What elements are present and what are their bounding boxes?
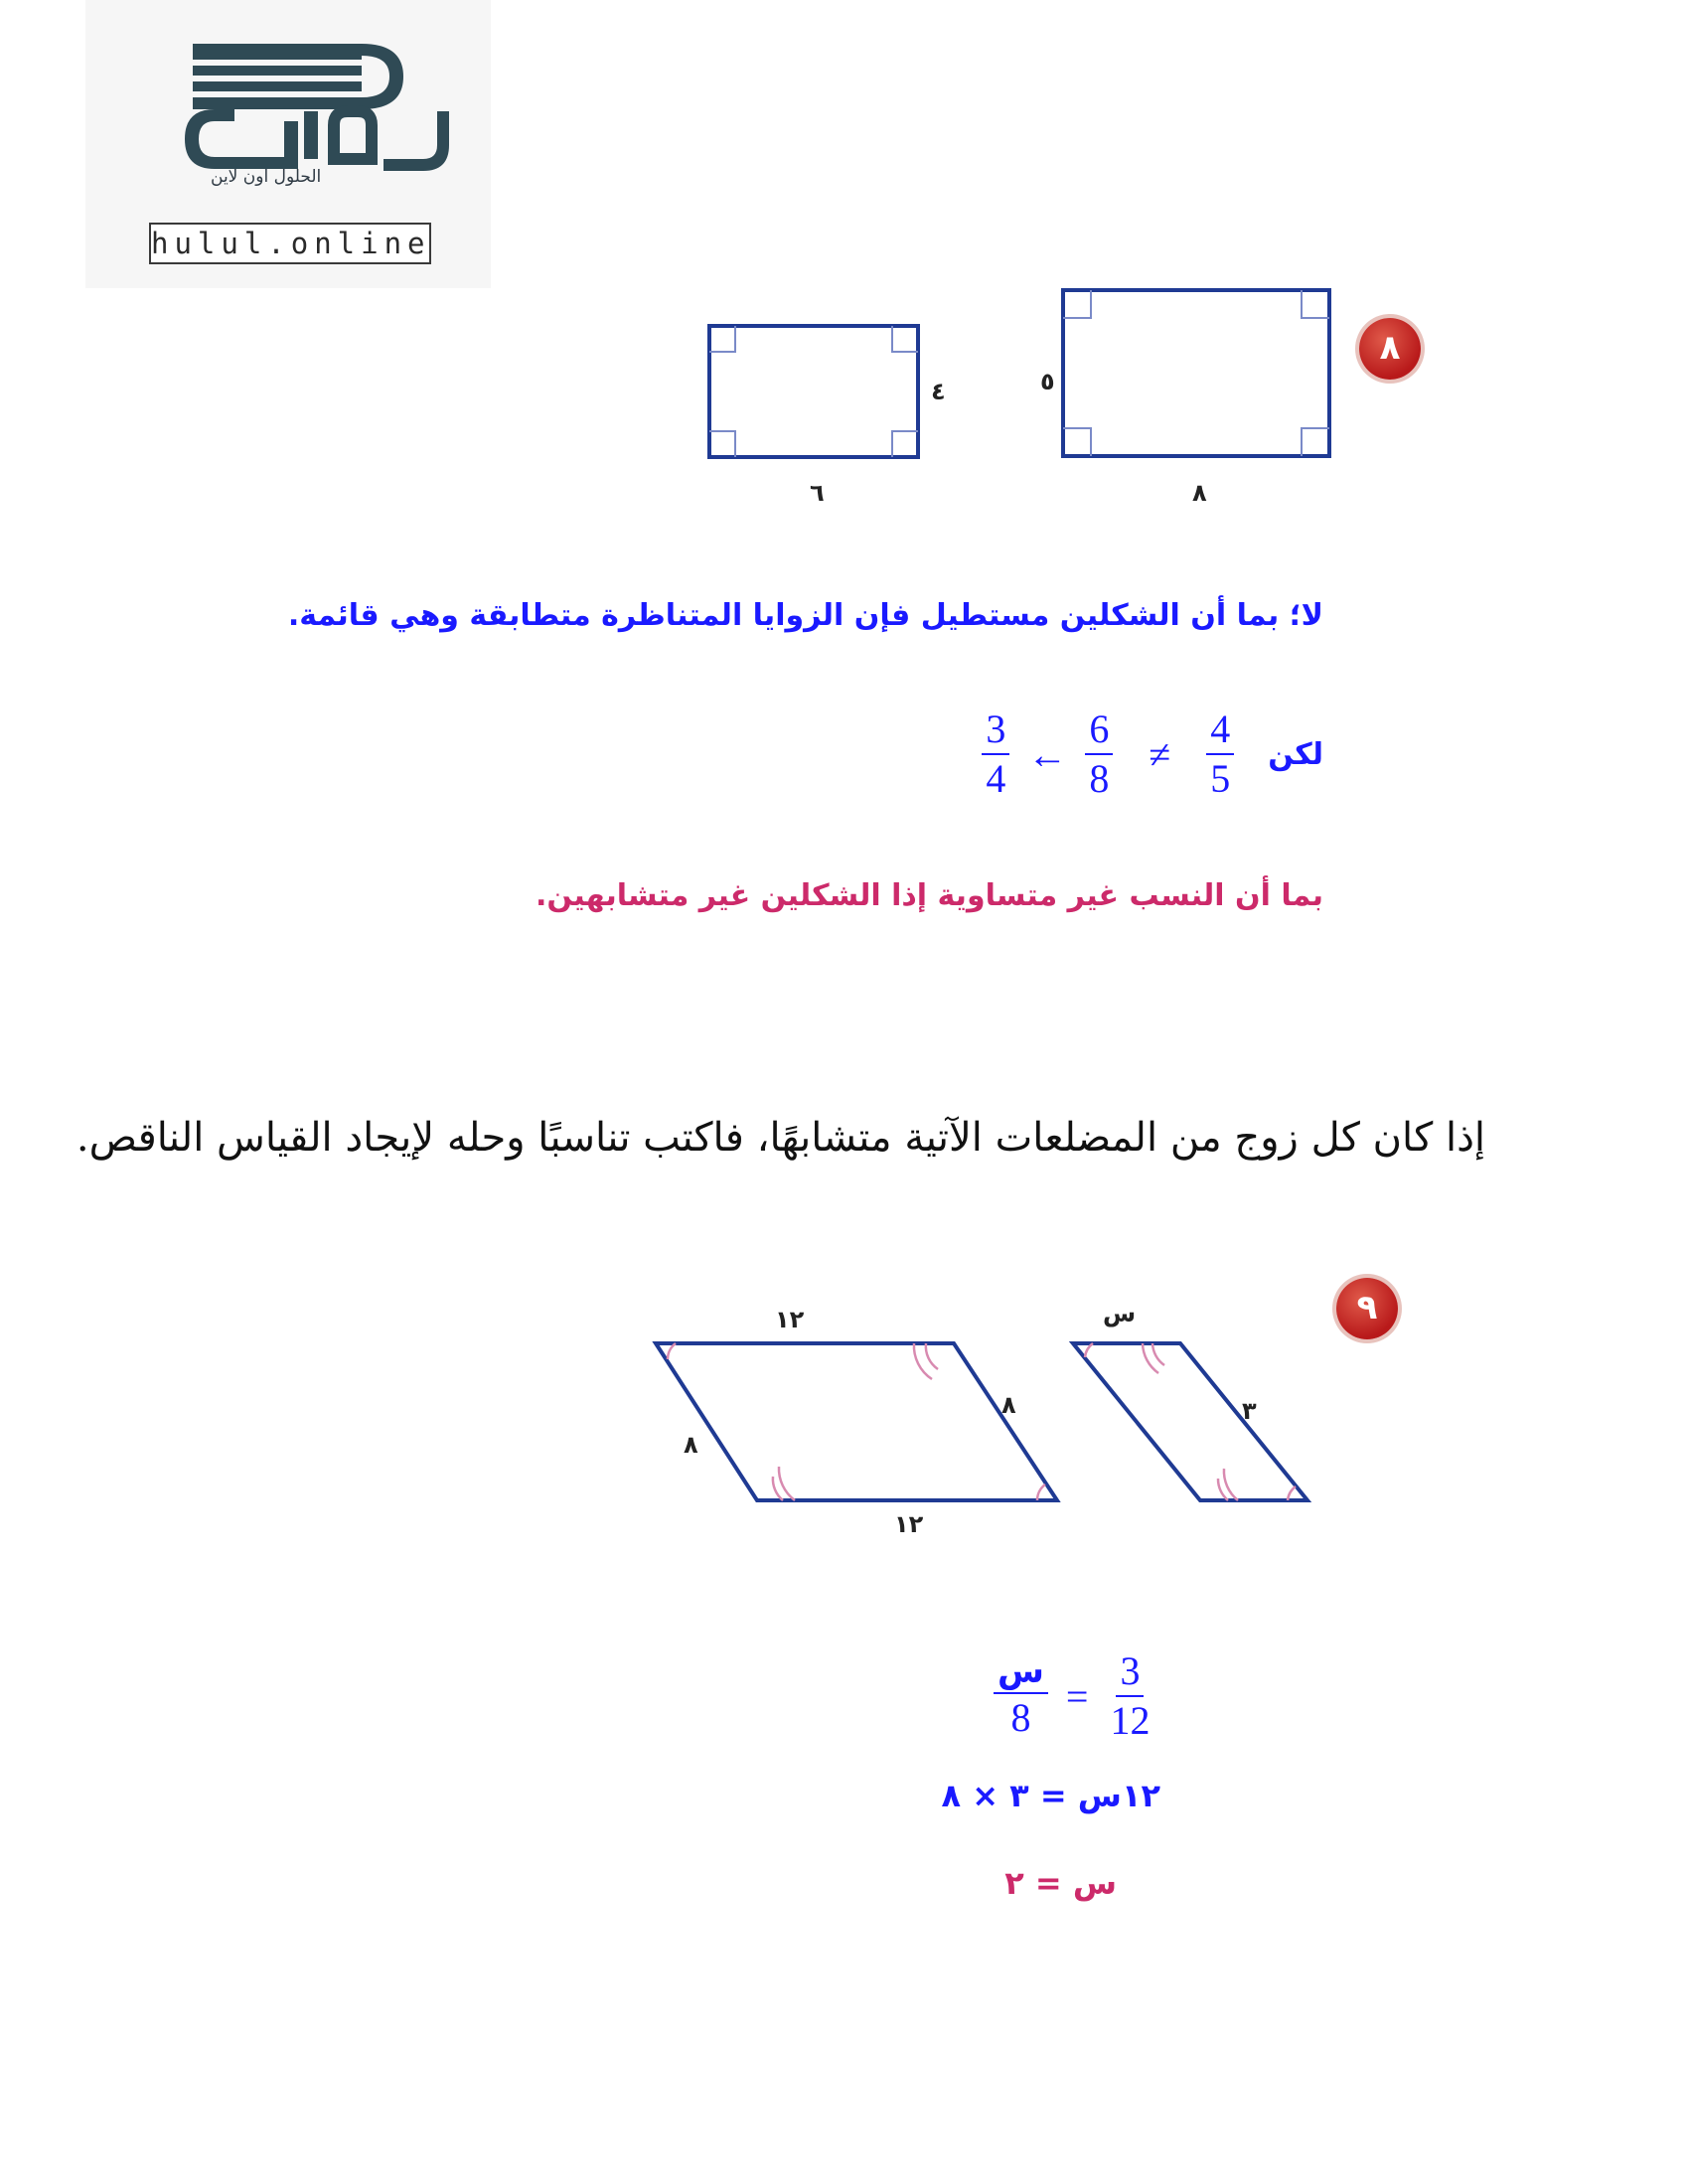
- q8-ratio-row: [982, 706, 1323, 801]
- q8-conclusion: بما أن النسب غير متساوية إذا الشكلين غير متشابهين.: [536, 878, 1323, 913]
- but-label: لكن: [1268, 736, 1323, 772]
- q9-parallelograms: [636, 1322, 1331, 1520]
- eq1-left-fraction: $\frac{\text{س}}{8}$: [994, 1654, 1048, 1738]
- not-equal-symbol: ≠: [1149, 731, 1171, 777]
- q9-equation-2: ١٢س = ٣ × ٨: [941, 1777, 1160, 1814]
- eq1-right-fraction: $\frac{3}{12}$: [1110, 1648, 1151, 1743]
- big-para-left-label: ٨: [684, 1431, 698, 1459]
- q9-proportion: [994, 1648, 1153, 1743]
- big-para-bottom-label: ١٢: [894, 1510, 924, 1538]
- logo-tagline: الحلول اون لاين: [211, 167, 322, 187]
- question-8-badge: ٨: [1359, 318, 1421, 380]
- small-rect-side-label: ٤: [931, 378, 946, 405]
- question-9-badge: ٩: [1336, 1278, 1398, 1339]
- small-para-top-label: س: [1103, 1300, 1137, 1327]
- logo-site-name: hulul.online: [149, 223, 431, 264]
- big-rect-side-label: ٥: [1040, 368, 1055, 395]
- small-rect-bottom-label: ٦: [810, 479, 825, 507]
- big-rect-bottom-label: ٨: [1192, 479, 1207, 507]
- big-para-right-label: ٨: [1001, 1391, 1016, 1419]
- small-para-side-label: ٣: [1242, 1397, 1257, 1425]
- equals-symbol: =: [1065, 1673, 1089, 1719]
- q8-answer-line: لا؛ بما أن الشكلين مستطيل فإن الزوايا المتناظرة متطابقة وهي قائمة.: [287, 598, 1323, 633]
- big-para-top-label: ١٢: [775, 1306, 805, 1333]
- section-instruction: إذا كان كل زوج من المضلعات الآتية متشابهًا، فاكتب تناسبًا وحله لإيجاد القياس الناقص.: [76, 1115, 1485, 1161]
- ratio-mid-fraction: $\frac{6}{8}$: [1085, 709, 1113, 799]
- ratio-right-fraction: $\frac{3}{4}$: [982, 709, 1009, 799]
- ratio-left-fraction: $\frac{4}{5}$: [1206, 709, 1234, 799]
- arrow-symbol: ←: [1027, 731, 1068, 777]
- q8-rectangles: [695, 278, 1351, 477]
- q9-equation-3: س = ٢: [1004, 1864, 1117, 1902]
